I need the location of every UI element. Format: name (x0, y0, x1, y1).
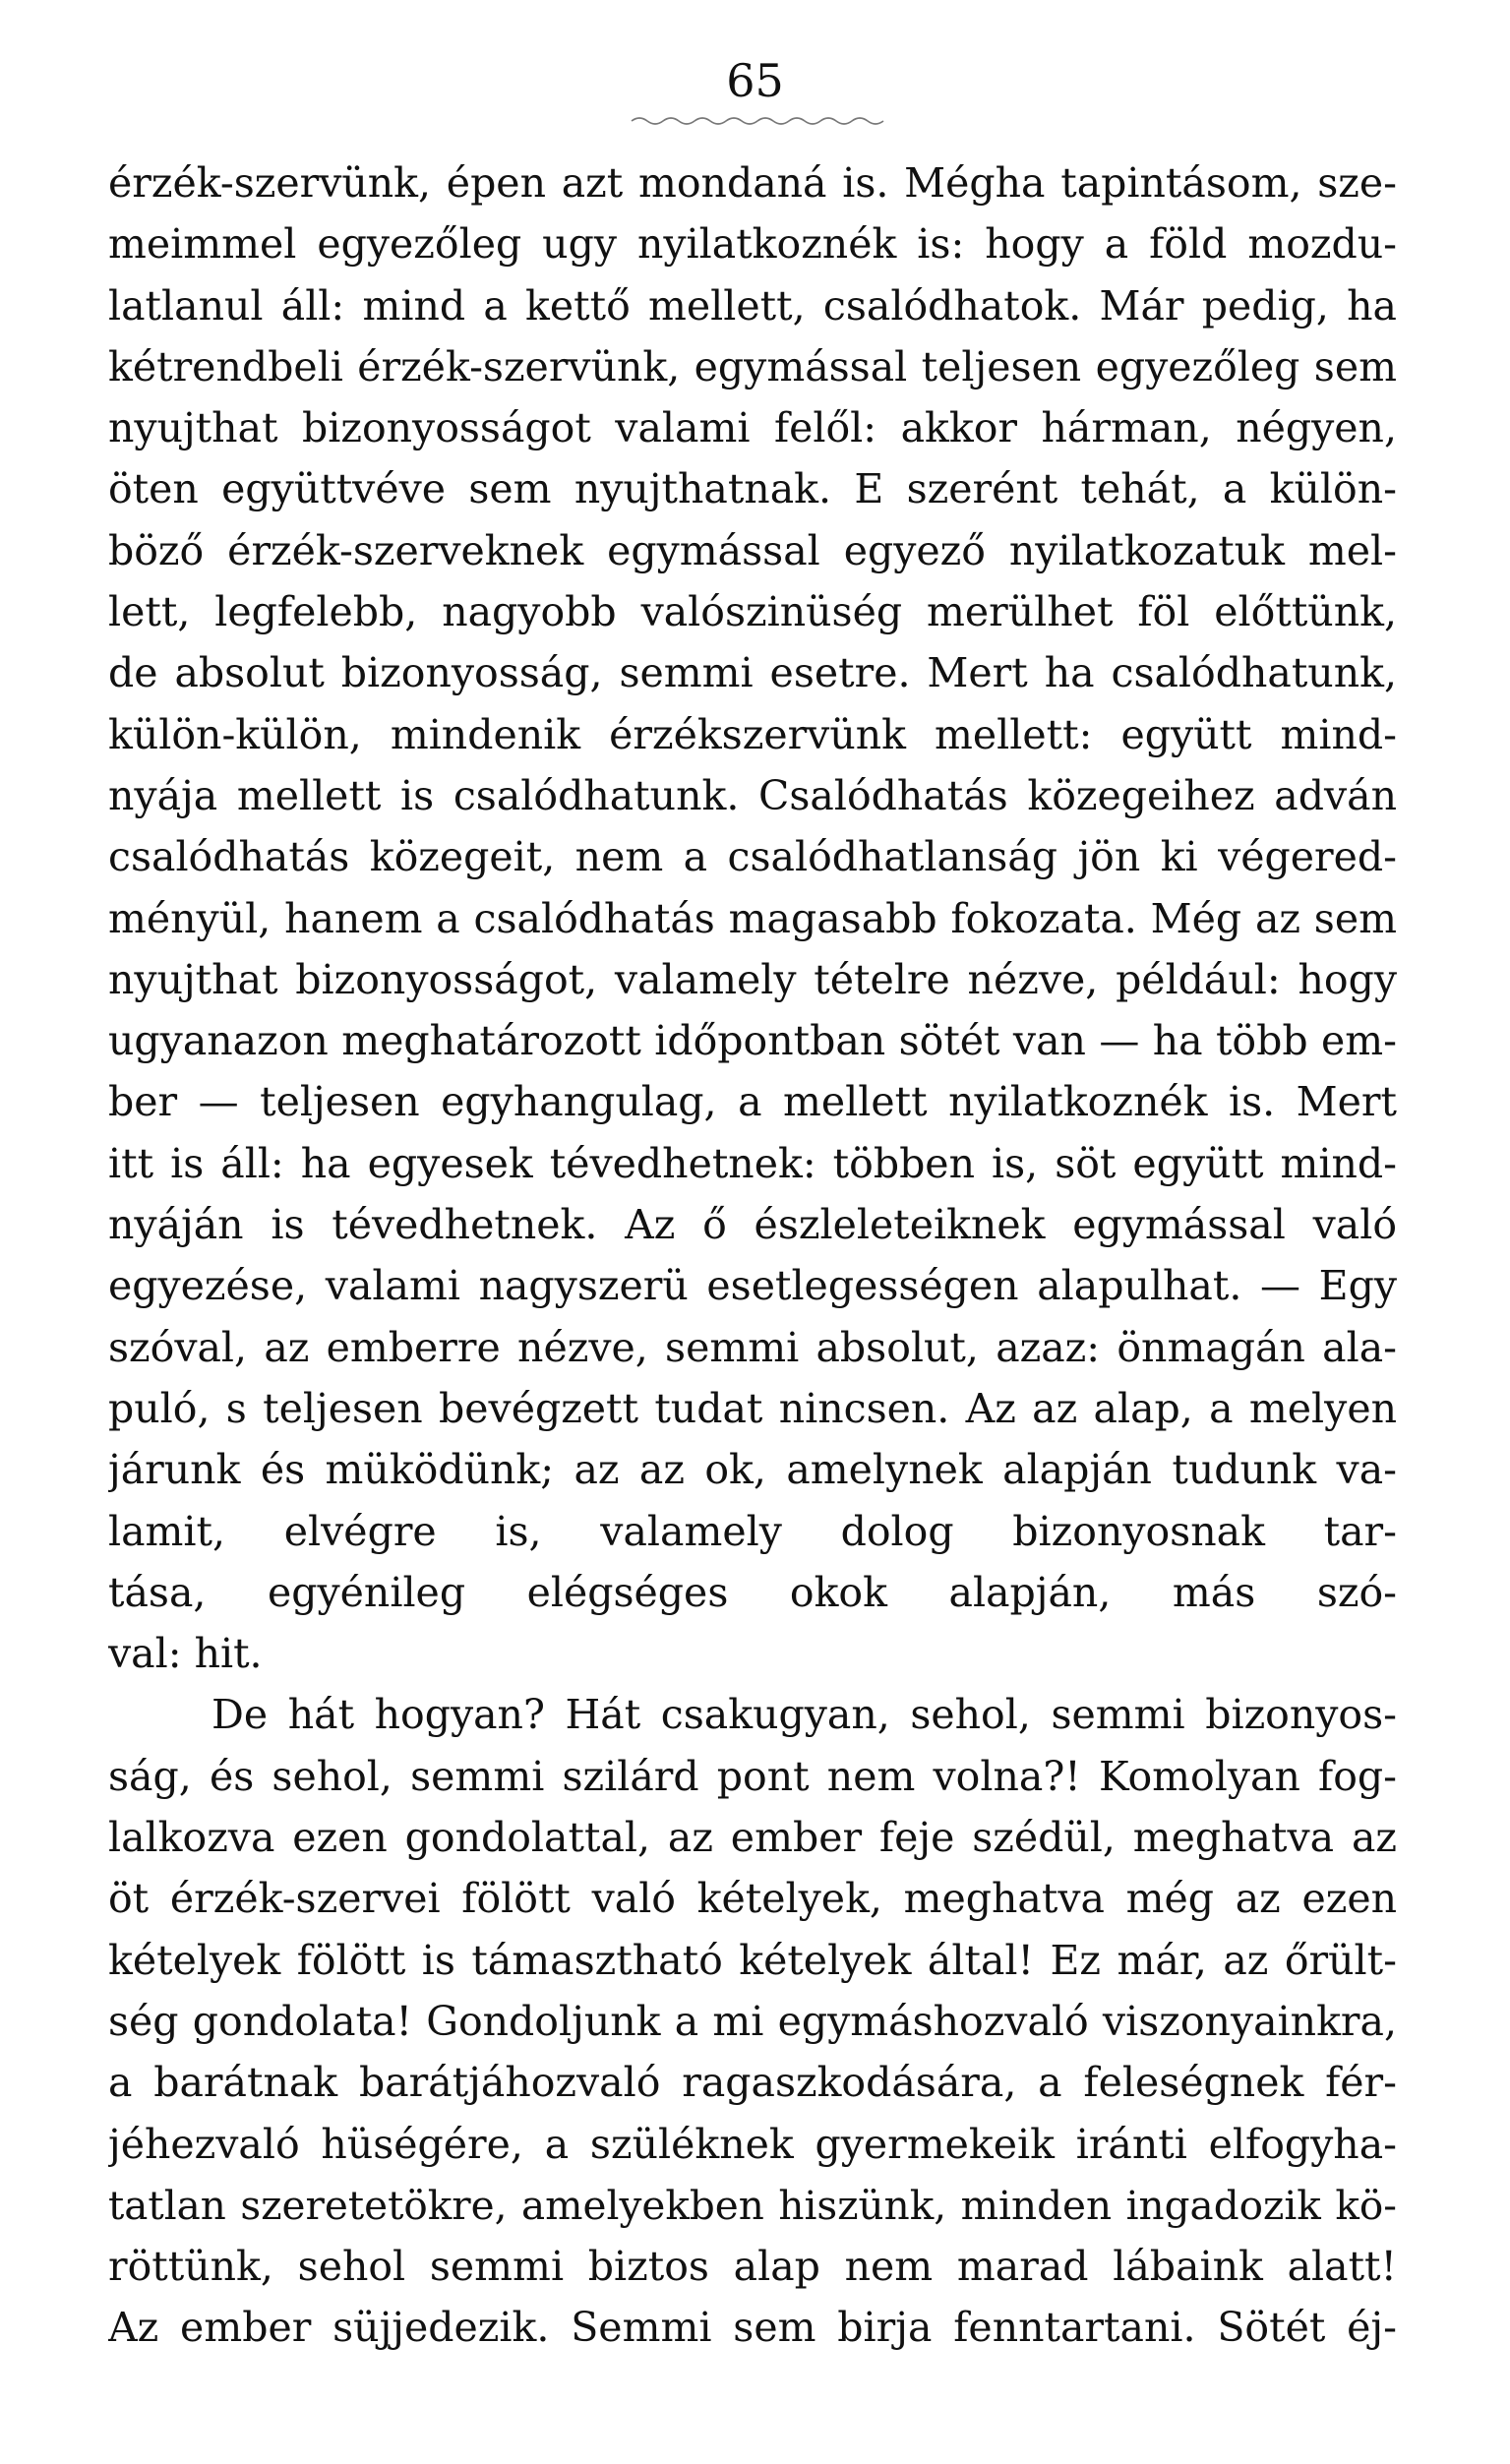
text-line: jéhezvaló hüségére, a szüléknek gyermekeik iránti elfogyha- (108, 2120, 1397, 2168)
text-line: egyezése, valami nagyszerü esetlegességen alapulhat. — Egy (108, 1262, 1397, 1310)
text-line: érzék-szervünk, épen azt mondaná is. Mégha tapintásom, sze- (108, 159, 1397, 207)
text-line: böző érzék-szerveknek egymással egyező nyilatkozatuk mel- (108, 526, 1397, 574)
text-line: külön-külön, mindenik érzékszervünk mellett: együtt mind- (108, 710, 1397, 758)
text-line: öt érzék-szervei fölött való kételyek, meghatva még az ezen (108, 1875, 1397, 1923)
text-line: nyáján is tévedhetnek. Az ő észleleteiknek egymással való (108, 1201, 1397, 1249)
text-line: nyujthat bizonyosságot valami felől: akkor hárman, négyen, (108, 404, 1397, 452)
text-line: ményül, hanem a csalódhatás magasabb fokozata. Még az sem (108, 894, 1397, 942)
text-line: lalkozva ezen gondolattal, az ember feje szédül, meghatva az (108, 1814, 1397, 1862)
text-line: Az ember süjjedezik. Semmi sem birja fenntartani. Sötét éj- (108, 2304, 1397, 2352)
text-line: meimmel egyezőleg ugy nyilatkoznék is: hogy a föld mozdu- (108, 220, 1397, 269)
body-text (108, 152, 1397, 2359)
text-line: latlanul áll: mind a kettő mellett, csalódhatok. Már pedig, ha (108, 281, 1397, 330)
text-line: ség gondolata! Gondoljunk a mi egymáshozvaló viszonyainkra, (108, 1997, 1397, 2045)
text-line: itt is áll: ha egyesek tévedhetnek: többen is, söt együtt mind- (108, 1139, 1397, 1187)
text-line: puló, s teljesen bevégzett tudat nincsen. Az az alap, a melyen (108, 1384, 1397, 1432)
text-line: lett, legfelebb, nagyobb valószinüség merülhet föl előttünk, (108, 588, 1397, 636)
text-line: ugyanazon meghatározott időpontban sötét van — ha több em- (108, 1017, 1397, 1065)
text-line: a barátnak barátjáhozvaló ragaszkodására, a feleségnek fér- (108, 2059, 1397, 2107)
text-line: tása, egyénileg elégséges okok alapján, más szó- (108, 1568, 1397, 1616)
text-line: val: hit. (108, 1630, 263, 1678)
text-line: de absolut bizonyosság, semmi esetre. Mert ha csalódhatunk, (108, 649, 1397, 697)
text-line: járunk és müködünk; az az ok, amelynek alapján tudunk va- (108, 1446, 1397, 1494)
text-line: ság, és sehol, semmi szilárd pont nem volna?! Komolyan fog- (108, 1752, 1397, 1800)
text-line: lamit, elvégre is, valamely dolog bizonyosnak tar- (108, 1507, 1397, 1555)
text-line: De hát hogyan? Hát csakugyan, sehol, semmi bizonyos- (211, 1691, 1397, 1739)
text-line: kétrendbeli érzék-szervünk, egymással teljesen egyezőleg sem (108, 342, 1397, 391)
text-line: öten együttvéve sem nyujthatnak. E szerént tehát, a külön- (108, 465, 1397, 513)
text-line: ber — teljesen egyhangulag, a mellett nyilatkoznék is. Mert (108, 1078, 1397, 1126)
page-number: 65 (726, 54, 784, 107)
text-line: tatlan szeretetökre, amelyekben hiszünk, minden ingadozik kö- (108, 2181, 1397, 2229)
text-line: nyujthat bizonyosságot, valamely tételre nézve, például: hogy (108, 955, 1397, 1003)
text-line: kételyek fölött is támasztható kételyek által! Ez már, az őrült- (108, 1936, 1397, 1984)
ornament-divider (630, 113, 885, 129)
text-line: szóval, az emberre nézve, semmi absolut, azaz: önmagán ala- (108, 1323, 1397, 1371)
text-line: csalódhatás közegeit, nem a csalódhatlanság jön ki végered- (108, 833, 1397, 881)
text-line: nyája mellett is csalódhatunk. Csalódhatás közegeihez adván (108, 771, 1397, 819)
text-line: röttünk, sehol semmi biztos alap nem marad lábaink alatt! (108, 2243, 1397, 2291)
